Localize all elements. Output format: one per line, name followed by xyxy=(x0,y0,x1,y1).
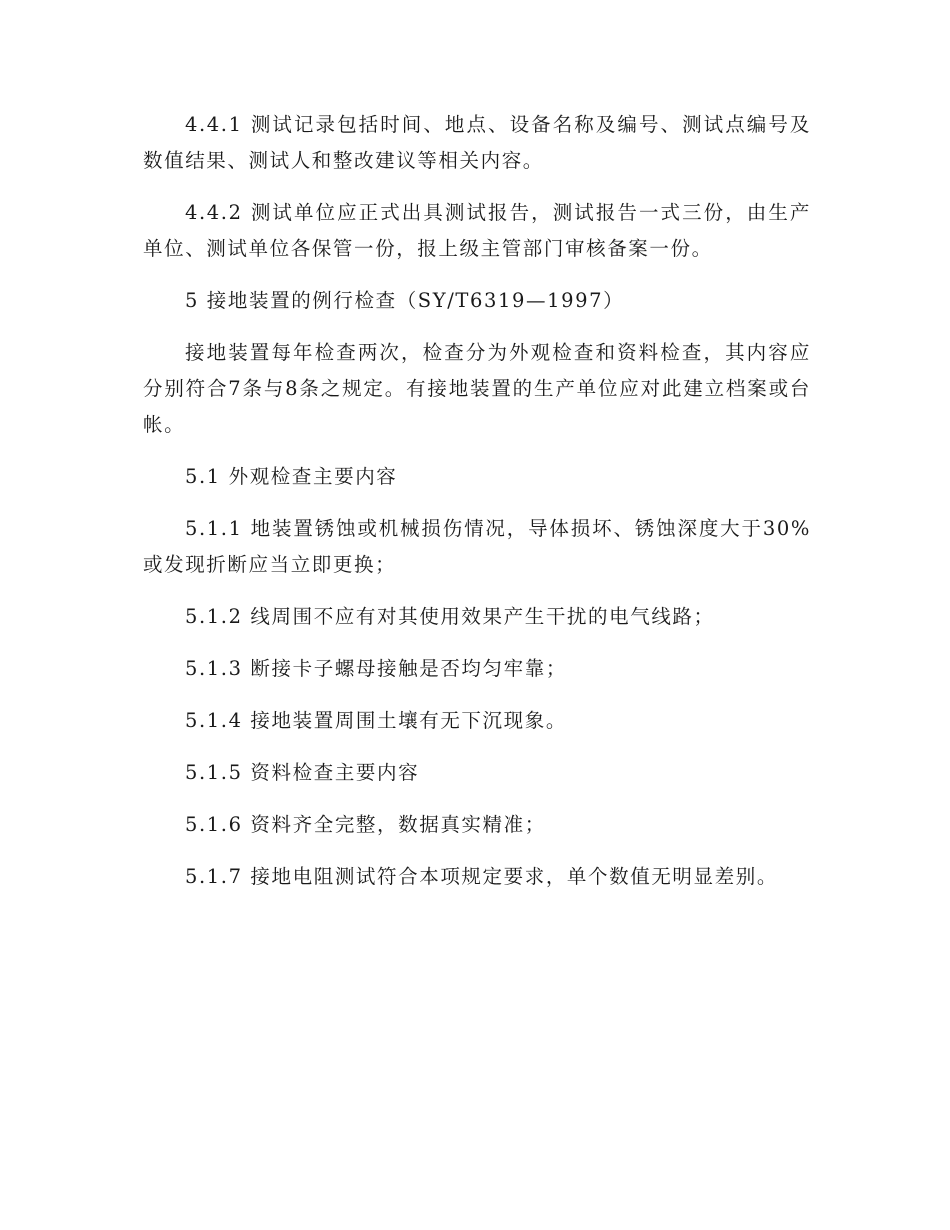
paragraph-5-1-4: 5.1.4 接地装置周围土壤有无下沉现象。 xyxy=(185,709,567,732)
paragraph-5-1-3: 5.1.3 断接卡子螺母接触是否均匀牢靠； xyxy=(185,657,567,680)
subsection-heading-5-1: 5.1 外观检查主要内容 xyxy=(185,465,398,488)
paragraph-5-1-5: 5.1.5 资料检查主要内容 xyxy=(185,761,420,784)
paragraph-5-1-6: 5.1.6 资料齐全完整，数据真实精准； xyxy=(185,813,546,836)
paragraph-5-1-2: 5.1.2 线周围不应有对其使用效果产生干扰的电气线路； xyxy=(185,605,715,628)
paragraph-4-4-2: 4.4.2 测试单位应正式出具测试报告，测试报告一式三份，由生产单位、测试单位各保管一份，报上级主管部门审核备案一份。 xyxy=(143,201,811,260)
paragraph-5-intro: 接地装置每年检查两次，检查分为外观检查和资料检查，其内容应分别符合7条与8条之规定。有接地装置的生产单位应对此建立档案或台帐。 xyxy=(143,341,811,436)
section-heading-5: 5 接地装置的例行检查（SY/T6319—1997） xyxy=(185,289,625,312)
paragraph-5-1-7: 5.1.7 接地电阻测试符合本项规定要求，单个数值无明显差别。 xyxy=(185,865,778,888)
paragraph-5-1-1: 5.1.1 地装置锈蚀或机械损伤情况，导体损坏、锈蚀深度大于30%或发现折断应当立即更换； xyxy=(143,517,811,576)
document-body xyxy=(143,107,811,911)
paragraph-4-4-1: 4.4.1 测试记录包括时间、地点、设备名称及编号、测试点编号及数值结果、测试人和整改建议等相关内容。 xyxy=(143,113,811,172)
